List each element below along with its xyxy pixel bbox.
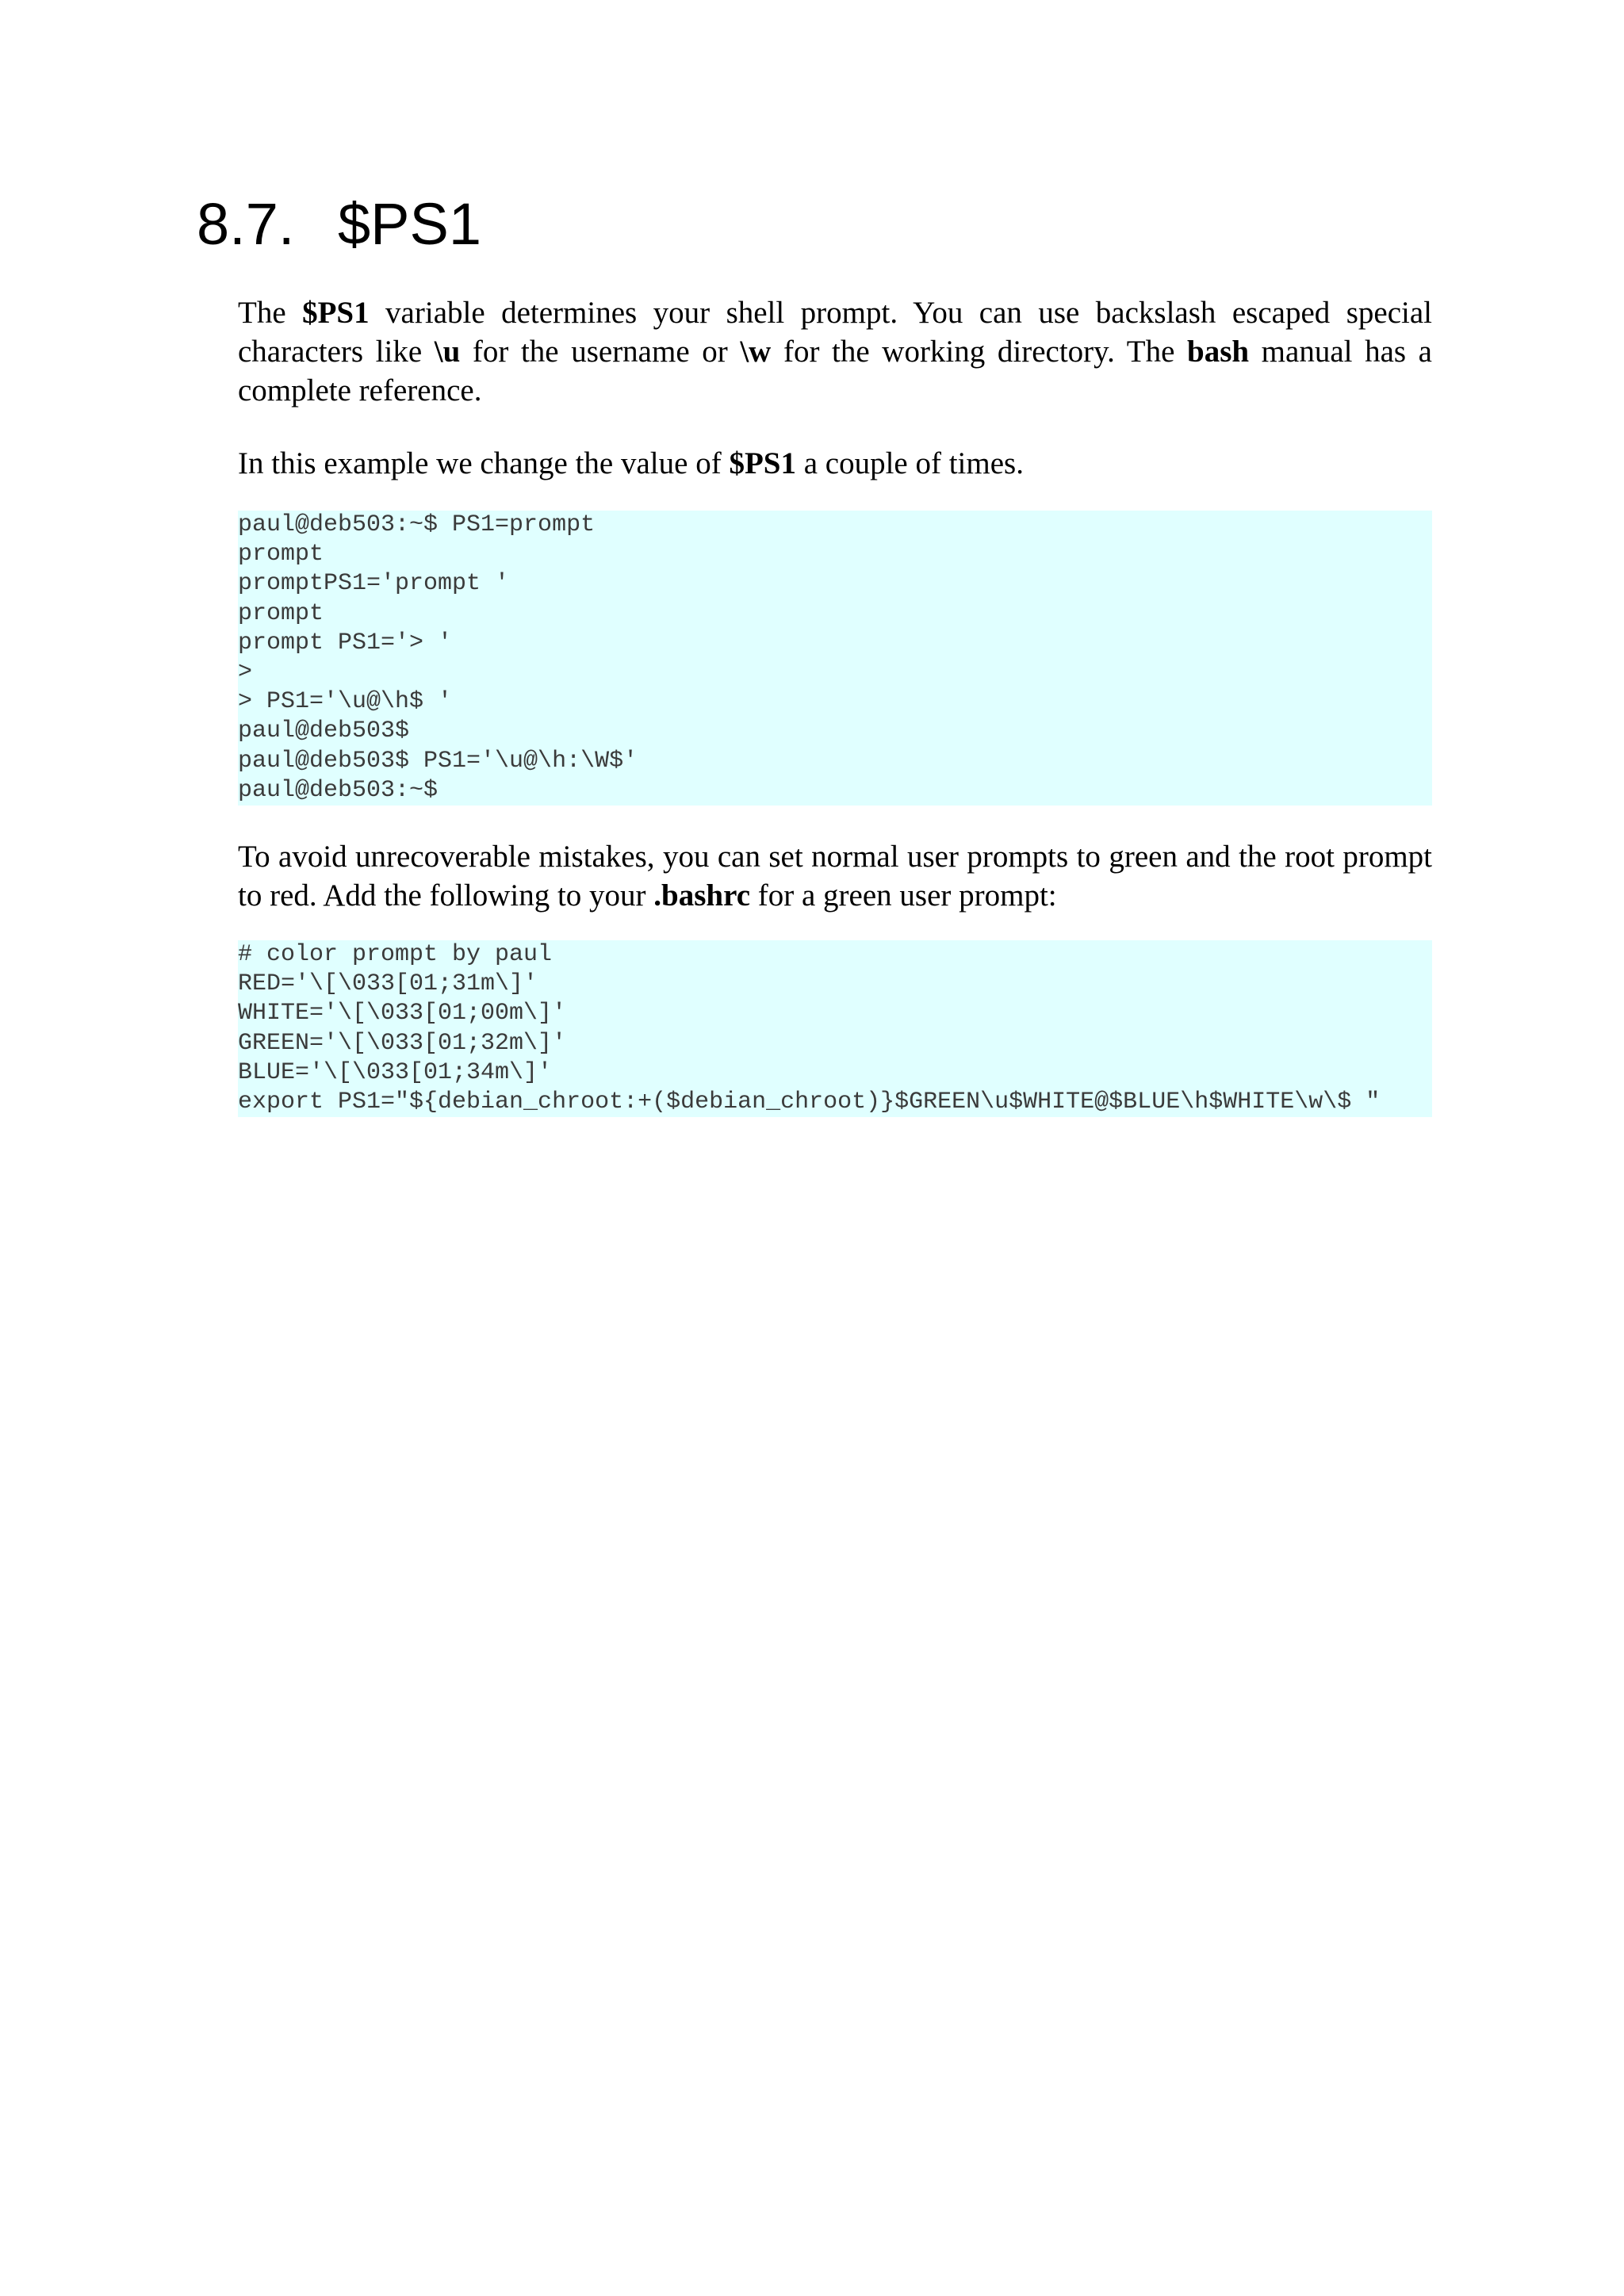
color-prompt-code-block: [238, 940, 1432, 1117]
ps1-variable-bold: $PS1: [729, 446, 796, 480]
section-title: $PS1: [338, 191, 482, 257]
text-run: for a green user prompt:: [750, 878, 1057, 913]
code-line: GREEN='\[\033[01;32m\]': [238, 1029, 567, 1057]
text-run: a couple of times.: [795, 446, 1024, 480]
ps1-example-code-block: [238, 511, 1432, 806]
bash-bold: bash: [1187, 335, 1250, 369]
code-line: paul@deb503$: [238, 718, 410, 745]
code-line: paul@deb503:~$: [238, 776, 439, 804]
color-prompt-paragraph: [238, 837, 1432, 915]
intro-paragraph: [238, 293, 1432, 410]
code-line: > PS1='\u@\h$ ': [238, 688, 453, 716]
code-line: # color prompt by paul: [238, 941, 553, 968]
code-line: >: [238, 658, 253, 686]
code-line: paul@deb503:~$ PS1=prompt: [238, 511, 596, 538]
code-line: prompt: [238, 599, 324, 627]
code-line: export PS1="${debian_chroot:+($debian_chroot)}$GREEN\u$WHITE@$BLUE\h$WHITE\w\$ ": [238, 1088, 1381, 1115]
code-line: prompt PS1='> ': [238, 629, 453, 656]
code-line: prompt: [238, 541, 324, 568]
bashrc-bold: .bashrc: [653, 878, 751, 913]
escape-w-bold: \w: [740, 335, 772, 369]
text-run: manual has a complete reference.: [238, 335, 1432, 408]
code-line: paul@deb503$ PS1='\u@\h:\W$': [238, 747, 638, 775]
text-run: for the username or: [460, 335, 741, 369]
code-line: BLUE='\[\033[01;34m\]': [238, 1058, 553, 1086]
text-run: for the working directory. The: [771, 335, 1188, 369]
example-intro-paragraph: [238, 444, 1432, 483]
escape-u-bold: \u: [434, 335, 461, 369]
ps1-variable-bold: $PS1: [302, 296, 370, 330]
text-run: To avoid unrecoverable mistakes, you can set normal user prompts to green and the root prompt to red. Add the following to your: [238, 840, 1432, 913]
section-heading: [197, 189, 481, 260]
section-number: 8.7.: [197, 191, 295, 257]
text-run: In this example we change the value of: [238, 446, 730, 480]
code-line: RED='\[\033[01;31m\]': [238, 970, 538, 998]
code-line: WHITE='\[\033[01;00m\]': [238, 1000, 567, 1027]
text-run: The: [238, 296, 303, 330]
text-run: variable determines your shell prompt. You can use backslash escaped special characters like: [238, 296, 1433, 369]
code-line: promptPS1='prompt ': [238, 570, 510, 598]
